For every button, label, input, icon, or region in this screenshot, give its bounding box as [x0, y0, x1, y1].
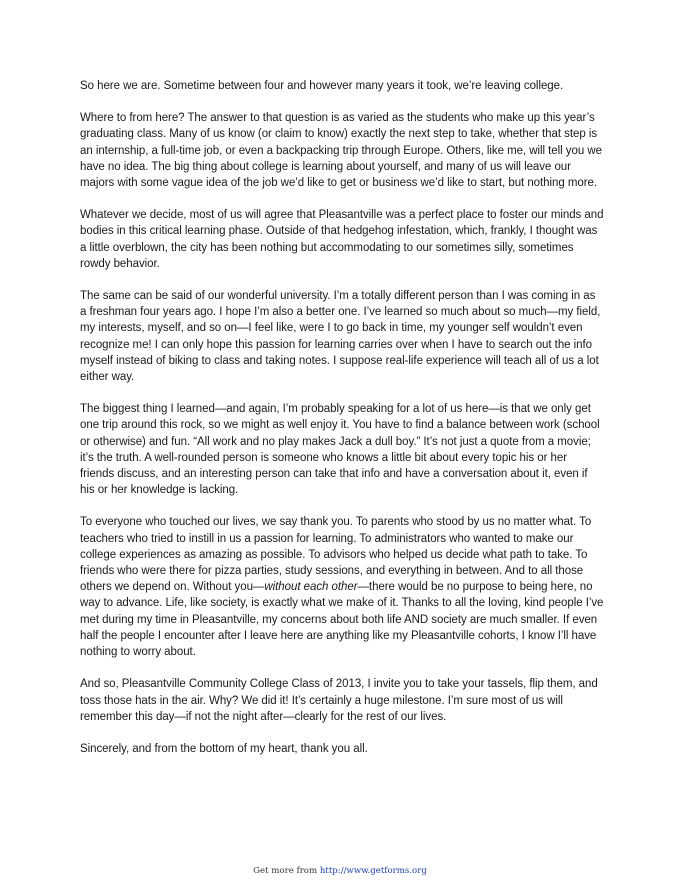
paragraph-university: The same can be said of our wonderful university. I’m a totally different person than I was coming in as a freshman four years ago. I hope I’m also a better one. I’ve learned so much about so much—my field, my interests, myself, and so on—I feel like, were I to go back in time, my younger self wouldn’t even recognize me! I can only hope this passion for learning carries over when I have to search out the info myself instead of biking to class and taking notes. I suppose real-life experience will teach all of us a lot either way. — [80, 290, 601, 384]
paragraph-pleasantville: Whatever we decide, most of us will agree that Pleasantville was a perfect place to foster our minds and bodies in this critical learning phase. Outside of that hedgehog infestation, which, frankly, I thought was a little overblown, the city has been nothing but accommodating to our sometimes silly, sometimes rowdy behavior. — [80, 209, 604, 270]
footer-link[interactable]: http://www.getforms.org — [319, 866, 427, 876]
paragraph-tassels: And so, Pleasantville Community College Class of 2013, I invite you to take your tassels, flip them, and toss those hats in the air. Why? We did it! It’s certainly a huge milestone. I’m sure most of us will remember this day—if not the night after—clearly for the rest of our lives. — [80, 678, 598, 723]
thank-you-italic-phrase: without each other — [264, 581, 358, 594]
thank-you-text-before: To everyone who touched our lives, we say thank you. To parents who stood by us no matter what. To teachers who tried to instill in us a passion for learning. To administrators who wanted to make our college experiences as amazing as possible. To advisors who helped us decide what path to take. To friends who were there for pizza parties, study sessions, and everything in between. And to all those others we depend on. Without you— — [80, 516, 592, 594]
paragraph-biggest-thing: The biggest thing I learned—and again, I’m probably speaking for a lot of us here—is that we only get one trip around this rock, so we might as well enjoy it. You have to find a balance between work (school or otherwise) and fun. “All work and no play makes Jack a dull boy.” It’s not just a quote from a movie; it’s the truth. A well-rounded person is someone who knows a little bit about every topic his or her friends discuss, and an interesting person can take that info and have a conversation about it, even if his or her knowledge is lacking. — [80, 403, 600, 497]
letter-body — [80, 78, 604, 773]
thank-you-text-after: —there would be no purpose to being here, no way to advance. Life, like society, is exactly what we make of it. Thanks to all the loving, kind people I’ve met during my time in Pleasantville, my concerns about both life AND society are much smaller. If even half the people I encounter after I leave here are anything like my Pleasantville cohorts, I know I’ll have nothing to worry about. — [80, 581, 604, 659]
footer-prefix: Get more from — [253, 866, 318, 876]
paragraph-closing: Sincerely, and from the bottom of my heart, thank you all. — [80, 742, 368, 755]
paragraph-thank-you — [80, 514, 604, 660]
paragraph-where-to: Where to from here? The answer to that question is as varied as the students who make up this year’s graduating class. Many of us know (or claim to know) exactly the next step to take, whether that step is an internship, a full-time job, or even a backpacking trip through Europe. Others, like me, will tell you we have no idea. The big thing about college is learning about yourself, and many of us will leave our majors with some vague idea of the job we’d like to get or business we’d like to start, but nothing more. — [80, 112, 602, 190]
paragraph-opening: So here we are. Sometime between four and however many years it took, we’re leaving college. — [80, 80, 564, 92]
page-footer — [0, 866, 680, 876]
